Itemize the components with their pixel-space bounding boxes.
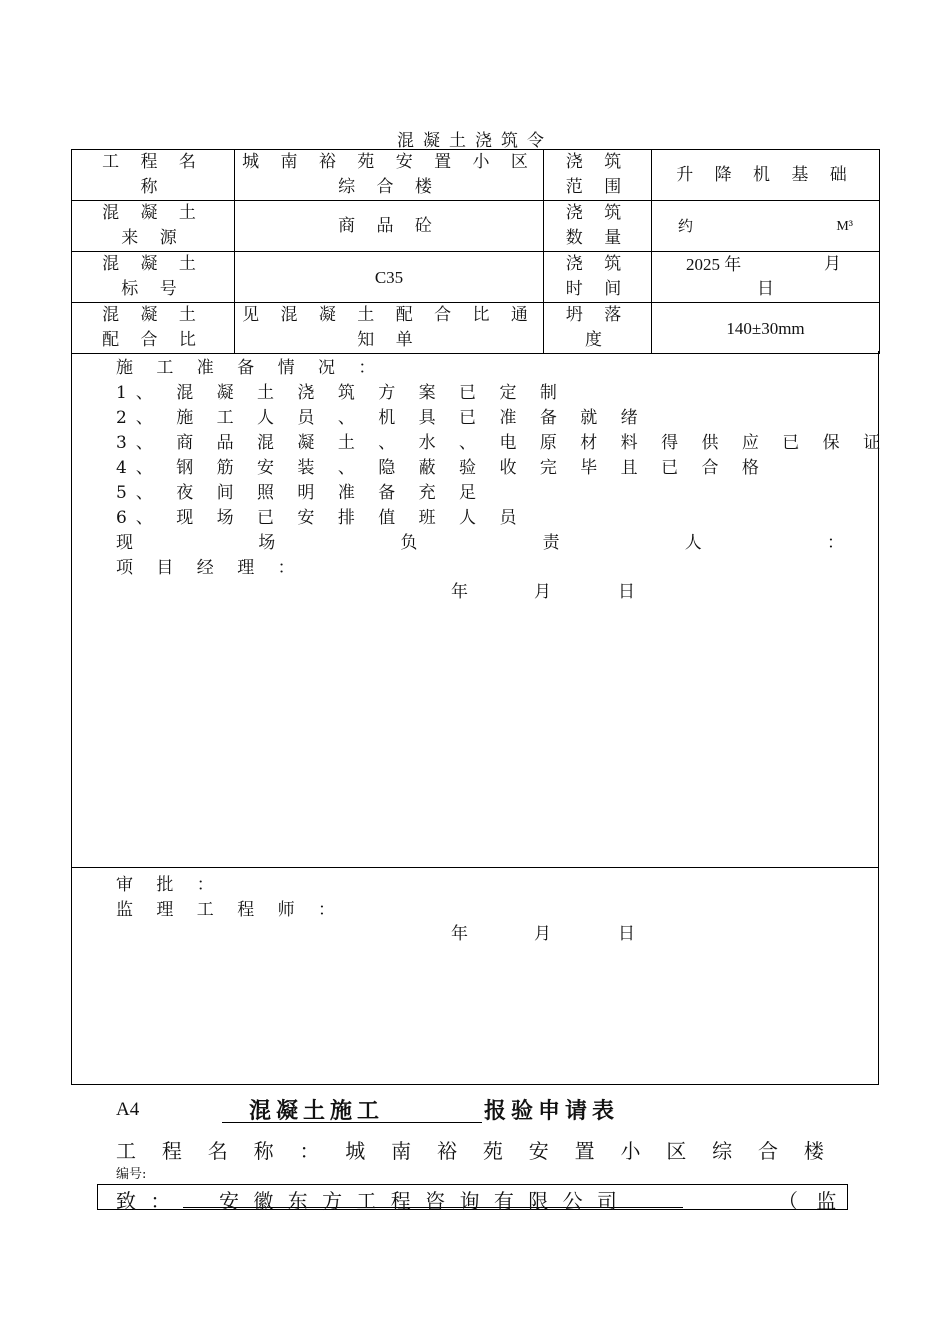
value-project-name xyxy=(235,150,544,201)
project-name-line xyxy=(116,1135,824,1164)
char: ： xyxy=(826,533,844,553)
prep-month: 月 xyxy=(534,582,551,602)
label-line: 配 合 比 xyxy=(102,330,204,350)
char: 场 xyxy=(258,533,276,553)
char: 南 xyxy=(391,1139,412,1163)
char: 小 xyxy=(620,1139,641,1163)
prep-item: 3、 商 品 混 凝 土 、 水 、 电 原 材 料 得 供 应 已 保 证 xyxy=(116,433,890,453)
prep-heading: 施 工 准 备 情 况 ： xyxy=(116,358,385,378)
label-line: 标 号 xyxy=(121,279,185,299)
label-line: 范 围 xyxy=(565,177,630,197)
to-suffix: （ 监 xyxy=(778,1189,843,1213)
label-mix-ratio xyxy=(72,303,235,354)
quantity-approx: 约 xyxy=(678,216,694,235)
value-concrete-grade: C35 xyxy=(235,252,544,303)
table-row xyxy=(72,201,880,252)
value-mix-ratio xyxy=(235,303,544,354)
label-line: 来 源 xyxy=(121,228,185,248)
char: 合 xyxy=(758,1139,779,1163)
value-pour-time xyxy=(652,252,880,303)
label-line: 浇 筑 xyxy=(565,254,630,274)
char: 裕 xyxy=(437,1139,458,1163)
value-line: 城 南 裕 苑 安 置 小 区 xyxy=(242,152,536,172)
prep-item: 5、 夜 间 照 明 准 备 充 足 xyxy=(116,483,486,503)
label-line: 混 凝 土 xyxy=(102,305,204,325)
label-line: 浇 筑 xyxy=(565,203,630,223)
label-line: 工 程 名 xyxy=(102,152,204,172)
label-line: 浇 筑 xyxy=(565,152,630,172)
char: 名 xyxy=(207,1139,228,1163)
form-title: 混凝土浇筑令 xyxy=(397,131,553,151)
char: 程 xyxy=(161,1139,182,1163)
quantity-unit: M³ xyxy=(836,218,853,234)
label-line: 时 间 xyxy=(565,279,630,299)
table-row xyxy=(72,150,880,201)
label-line: 度 xyxy=(585,330,610,350)
project-manager-label: 项 目 经 理 ： xyxy=(116,558,304,578)
char: 称 xyxy=(253,1139,274,1163)
pour-month: 月 xyxy=(824,254,841,274)
prep-item: 6、 现 场 已 安 排 值 班 人 员 xyxy=(116,508,526,528)
label-project-name xyxy=(72,150,235,201)
value-slump: 140±30mm xyxy=(652,303,880,354)
char: 负 xyxy=(400,533,418,553)
concrete-pour-table xyxy=(71,149,880,354)
to-label: 致 ： xyxy=(116,1189,175,1213)
char: 安 xyxy=(528,1139,549,1163)
value-line: 见 混 凝 土 配 合 比 通 xyxy=(242,305,536,325)
number-label: 编号: xyxy=(116,1167,147,1182)
site-responsible-line xyxy=(116,528,844,553)
prep-item: 2、 施 工 人 员 、 机 具 已 准 备 就 绪 xyxy=(116,408,647,428)
char: 现 xyxy=(116,533,133,553)
supervising-engineer-label: 监 理 工 程 师 ： xyxy=(116,900,345,920)
char: 工 xyxy=(116,1139,136,1163)
form-code: A4 xyxy=(116,1099,140,1120)
table-row xyxy=(72,303,880,354)
approval-year: 年 xyxy=(451,924,468,944)
char: 区 xyxy=(666,1139,687,1163)
label-line: 坍 落 xyxy=(565,305,630,325)
table-row xyxy=(72,252,880,303)
supervision-company: 安 徽 东 方 工 程 咨 询 有 限 公 司 xyxy=(219,1189,621,1213)
char: 楼 xyxy=(803,1139,824,1163)
value-pour-range: 升 降 机 基 础 xyxy=(652,150,880,201)
approval-month: 月 xyxy=(534,924,551,944)
value-concrete-source: 商 品 砼 xyxy=(235,201,544,252)
prep-year: 年 xyxy=(451,582,468,602)
pour-year: 2025 年 xyxy=(686,255,742,274)
char: 置 xyxy=(574,1139,595,1163)
label-pour-range xyxy=(544,150,652,201)
pour-day: 日 xyxy=(757,279,774,299)
char: 综 xyxy=(712,1139,733,1163)
label-line: 混 凝 土 xyxy=(102,254,204,274)
approval-day: 日 xyxy=(618,924,635,944)
label-line: 称 xyxy=(140,177,166,197)
label-pour-quantity xyxy=(544,201,652,252)
label-line: 混 凝 土 xyxy=(102,203,204,223)
label-concrete-grade xyxy=(72,252,235,303)
char: ： xyxy=(299,1139,320,1163)
value-pour-quantity xyxy=(652,201,880,252)
approval-label: 审 批 ： xyxy=(116,875,223,895)
label-pour-time xyxy=(544,252,652,303)
char: 人 xyxy=(684,533,702,553)
char: 城 xyxy=(345,1139,366,1163)
inspection-title-underlined: 混凝土施工 xyxy=(249,1098,385,1124)
inspection-title-rest: 报验申请表 xyxy=(484,1098,620,1124)
char: 苑 xyxy=(482,1139,503,1163)
label-concrete-source xyxy=(72,201,235,252)
value-line: 综 合 楼 xyxy=(338,177,440,197)
prep-day: 日 xyxy=(618,582,635,602)
prep-item: 4、 钢 筋 安 装 、 隐 蔽 验 收 完 毕 且 已 合 格 xyxy=(116,458,768,478)
char: 责 xyxy=(542,533,560,553)
prep-item: 1、 混 凝 土 浇 筑 方 案 已 定 制 xyxy=(116,383,566,403)
label-line: 数 量 xyxy=(565,228,630,248)
value-line: 知 单 xyxy=(357,330,421,350)
label-slump xyxy=(544,303,652,354)
